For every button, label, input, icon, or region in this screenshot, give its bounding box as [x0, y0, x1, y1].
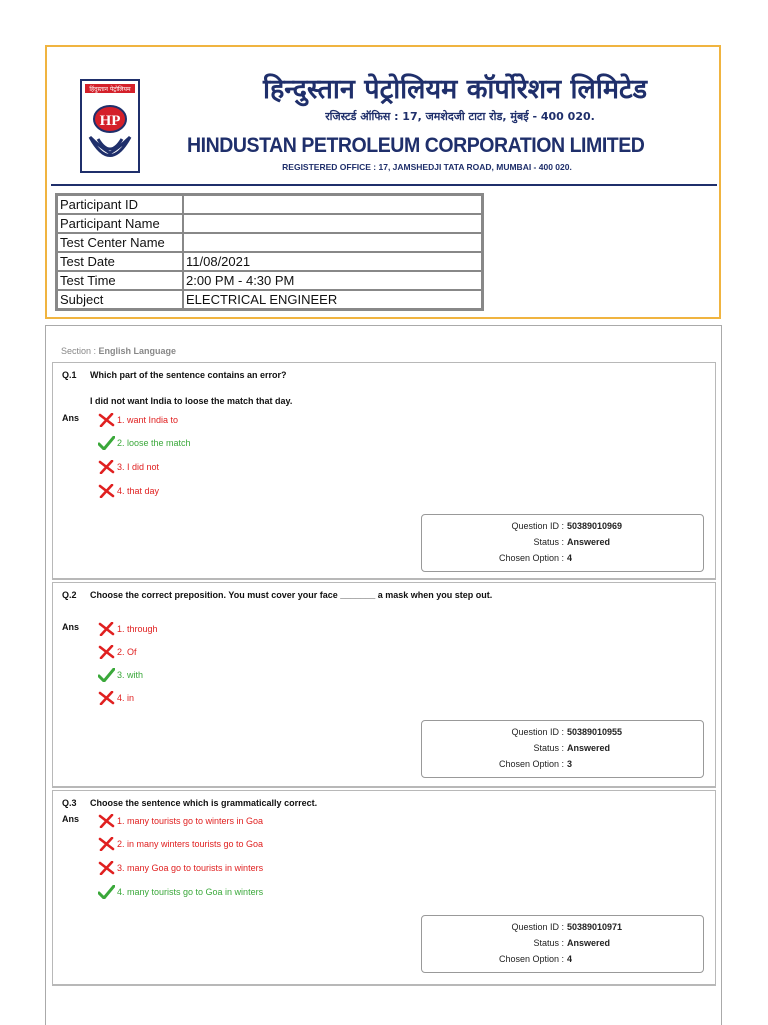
section-prefix: Section : [61, 346, 97, 356]
info-label: Test Time [57, 271, 183, 290]
question-id-value: 50389010955 [567, 727, 623, 737]
cross-icon [98, 413, 115, 427]
checkmark-icon [98, 885, 115, 899]
checkmark-icon [98, 668, 115, 682]
option-text: 3. many Goa go to tourists in winters [117, 863, 264, 873]
info-value [183, 214, 482, 233]
logo-top-text: हिंदुस्तान पेट्रोलियम [89, 86, 131, 93]
participant-info-table [55, 193, 484, 311]
question-id-label: Question ID : [511, 922, 564, 932]
question-text: Choose the correct preposition. You must cover your face _______ a mask when you step out. [90, 590, 493, 600]
cross-icon [98, 691, 115, 705]
info-label: Subject [57, 290, 183, 309]
question-text: Choose the sentence which is grammatically correct. [90, 798, 318, 808]
option-text: 4. many tourists go to Goa in winters [117, 887, 264, 897]
cross-icon [98, 814, 115, 828]
checkmark-icon [98, 436, 115, 450]
question-number: Q.2 [62, 590, 77, 600]
info-value [183, 195, 482, 214]
option-text: 2. loose the match [117, 438, 191, 448]
option [98, 460, 159, 474]
cross-icon [98, 622, 115, 636]
option [98, 622, 158, 636]
option-text: 4. that day [117, 486, 160, 496]
chosen-option-value: 4 [567, 954, 573, 964]
status-value: Answered [567, 938, 611, 948]
question-id-value: 50389010969 [567, 521, 623, 531]
info-label: Test Center Name [57, 233, 183, 252]
question-card [52, 582, 716, 788]
question-card [52, 790, 716, 986]
info-label: Test Date [57, 252, 183, 271]
option-text: 3. I did not [117, 462, 160, 472]
info-row [57, 271, 482, 290]
header-divider [51, 184, 717, 186]
question-number: Q.3 [62, 798, 77, 808]
info-row [57, 233, 482, 252]
chosen-option-value: 4 [567, 553, 573, 563]
option-text: 2. in many winters tourists go to Goa [117, 839, 264, 849]
chosen-option-value: 3 [567, 759, 573, 769]
option-text: 4. in [117, 693, 135, 703]
option [98, 436, 191, 450]
option [98, 645, 137, 659]
info-row [57, 252, 482, 271]
cross-icon [98, 861, 115, 875]
option [98, 861, 263, 875]
ans-label: Ans [62, 413, 80, 423]
section-label [61, 346, 176, 356]
option [98, 484, 159, 498]
info-row [57, 195, 482, 214]
status-label: Status : [533, 537, 564, 547]
option [98, 413, 178, 427]
option [98, 814, 263, 828]
ans-label: Ans [62, 814, 80, 824]
option [98, 691, 134, 705]
info-value: 2:00 PM - 4:30 PM [183, 271, 482, 290]
option-text: 3. with [117, 670, 144, 680]
question-id-value: 50389010971 [567, 922, 623, 932]
info-value: 11/08/2021 [183, 252, 482, 271]
info-row [57, 214, 482, 233]
option-text: 1. many tourists go to winters in Goa [117, 816, 264, 826]
status-value: Answered [567, 537, 611, 547]
question-text: Which part of the sentence contains an error? [90, 370, 287, 380]
chosen-option-label: Chosen Option : [498, 553, 564, 563]
info-label: Participant ID [57, 195, 183, 214]
status-box [421, 514, 704, 572]
question-id-label: Question ID : [511, 727, 564, 737]
question-number: Q.1 [62, 370, 77, 380]
cross-icon [98, 460, 115, 474]
header-card [45, 45, 721, 319]
option-text: 2. Of [117, 647, 137, 657]
chosen-option-label: Chosen Option : [498, 954, 564, 964]
status-label: Status : [533, 938, 564, 948]
registered-office: REGISTERED OFFICE : 17, JAMSHEDJI TATA ROAD, MUMBAI - 400 020. [282, 162, 572, 172]
question-card [52, 362, 716, 580]
cross-icon [98, 837, 115, 851]
info-value: ELECTRICAL ENGINEER [183, 290, 482, 309]
option [98, 668, 143, 682]
company-name: HINDUSTAN PETROLEUM CORPORATION LIMITED [187, 134, 645, 157]
status-label: Status : [533, 743, 564, 753]
section-name: English Language [98, 346, 177, 356]
info-row [57, 290, 482, 309]
status-box [421, 720, 704, 778]
option [98, 837, 263, 851]
option-text: 1. want India to [117, 415, 179, 425]
status-value: Answered [567, 743, 611, 753]
response-sheet [45, 325, 722, 1025]
hindi-company-title: हिन्दुस्तान पेट्रोलियम कॉर्पोरेशन लिमिटेड [262, 74, 648, 105]
info-value [183, 233, 482, 252]
question-id-label: Question ID : [511, 521, 564, 531]
cross-icon [98, 484, 115, 498]
question-subtext: I did not want India to loose the match that day. [90, 396, 293, 406]
status-box [421, 915, 704, 973]
info-label: Participant Name [57, 214, 183, 233]
hindi-registered-office: रजिस्टर्ड ऑफिस : 17, जमशेदजी टाटा रोड, मुंबई - 400 020. [325, 110, 595, 123]
option-text: 1. through [117, 624, 158, 634]
ans-label: Ans [62, 622, 80, 632]
chosen-option-label: Chosen Option : [498, 759, 564, 769]
cross-icon [98, 645, 115, 659]
option [98, 885, 263, 899]
logo-text: HP [99, 113, 121, 129]
